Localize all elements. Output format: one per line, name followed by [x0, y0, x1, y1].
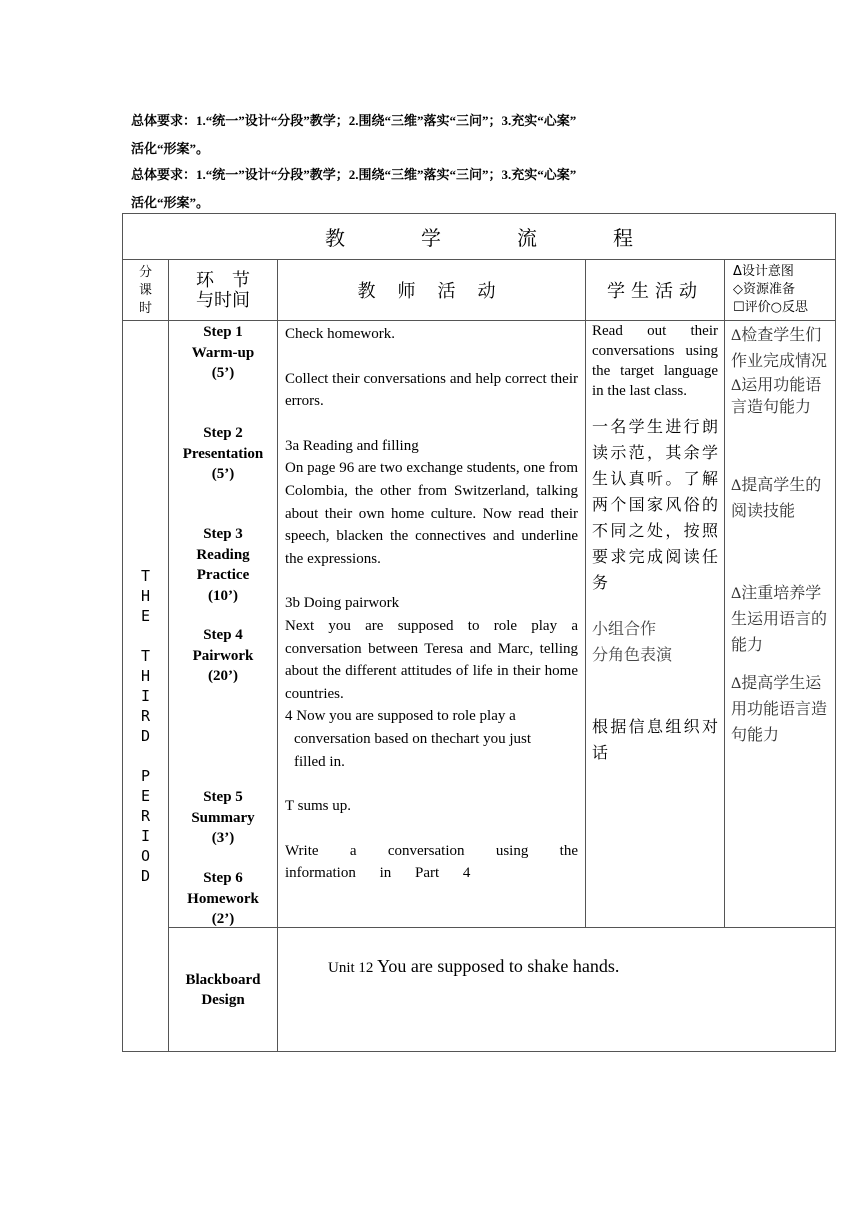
title-char: 流	[517, 228, 537, 250]
period-char: D	[140, 867, 151, 885]
student-text: 小组合作	[592, 621, 657, 638]
design-text: Δ注重培养学生运用语言的能力	[731, 585, 828, 654]
header-period-line: 分	[138, 264, 152, 279]
period-label	[123, 321, 169, 1052]
step-1	[169, 322, 277, 384]
blackboard-label-line: Blackboard	[185, 971, 261, 988]
period-char: P	[140, 767, 151, 785]
step-2	[169, 423, 277, 485]
requirements-line: 活化“形案”。	[131, 195, 210, 210]
teacher-text: On page 96 are two exchange students, one from Colombia, the other from Switzerland, talking about their own home culture. Now read their speech, blacken the connectives and underline the expressions.	[285, 460, 578, 567]
step-time: (5’)	[211, 466, 235, 482]
step-name: Step 4	[203, 627, 243, 643]
period-char: T	[140, 567, 151, 585]
blackboard-unit: Unit 12	[328, 960, 378, 976]
student-text: 一名学生进行朗读示范，其余学生认真听。了解两个国家风俗的不同之处，按照要求完成阅读任务	[592, 419, 718, 592]
header-design-line: ☐评价○反思	[733, 300, 808, 315]
step-name: Step 3	[203, 526, 243, 542]
blackboard-design	[278, 928, 836, 1052]
teacher-text: 3b Doing pairwork	[285, 595, 400, 612]
teacher-activity-column	[278, 321, 586, 928]
header-period-line: 时	[138, 300, 152, 315]
blackboard-label-line: Design	[201, 991, 245, 1008]
step-5	[169, 787, 277, 849]
header-section-line: 与时间	[196, 290, 250, 310]
header-design-line: Δ设计意图	[733, 264, 794, 279]
period-char	[123, 746, 168, 766]
design-text: Δ运用功能语言造句能力	[731, 377, 822, 416]
period-char: E	[140, 607, 151, 625]
period-char: R	[140, 707, 151, 725]
step-time: (3’)	[211, 830, 235, 846]
student-text: Read out their conversations using the target language in the last class.	[592, 323, 718, 399]
requirements-block-1	[131, 107, 731, 163]
teacher-text: filled in.	[294, 753, 345, 770]
step-section: Summary	[191, 809, 255, 826]
period-char: H	[140, 667, 151, 685]
teacher-text: 3a Reading and filling	[285, 437, 419, 454]
step-section: Reading Practice	[196, 546, 250, 583]
teacher-text: Check homework.	[285, 326, 395, 342]
step-time: (20’)	[208, 668, 238, 684]
steps-column	[169, 321, 278, 928]
teacher-text: Next you are supposed to role play a conversation between Teresa and Marc, telling about the different attitudes of life in their home countries.	[285, 617, 578, 702]
step-4	[169, 625, 277, 687]
design-text: Δ提高学生运用功能语言造句能力	[731, 675, 828, 744]
period-char: E	[140, 787, 151, 805]
period-char: H	[140, 587, 151, 605]
title-char: 学	[421, 228, 441, 250]
step-name: Step 6	[203, 870, 243, 886]
requirements-line: 总体要求：1.“统一”设计“分段”教学；2.围绕“三维”落实“三问”；3.充实“心案”	[131, 113, 577, 128]
period-char: R	[140, 807, 151, 825]
student-text: 根据信息组织对话	[592, 719, 718, 762]
step-name: Step 2	[203, 425, 243, 441]
blackboard-label	[169, 928, 278, 1052]
header-period	[123, 260, 169, 321]
requirements-block-2	[131, 161, 731, 217]
student-activity-column	[586, 321, 725, 928]
teacher-text: conversation based on thechart you just	[294, 730, 532, 747]
teacher-text: Write a conversation using the information in Part 4	[285, 842, 578, 882]
step-time: (10’)	[208, 587, 238, 604]
teacher-text: Collect their conversations and help correct their errors.	[285, 370, 578, 410]
design-text: Δ提高学生的阅读技能	[731, 477, 822, 520]
header-student-activity: 学生活动	[586, 260, 725, 321]
table-title	[123, 214, 836, 260]
requirements-line: 活化“形案”。	[131, 141, 210, 156]
title-char: 程	[613, 228, 633, 250]
period-char: D	[140, 727, 151, 745]
header-period-line: 课	[138, 282, 152, 297]
design-column	[725, 321, 836, 928]
header-section-line: 环 节	[196, 270, 250, 290]
teacher-text: T sums up.	[285, 798, 351, 815]
step-time: (5’)	[211, 365, 235, 381]
step-section: Warm-up	[191, 344, 255, 361]
period-char: I	[140, 687, 151, 705]
header-design-line: ◇资源准备	[733, 282, 795, 297]
period-char: T	[140, 647, 151, 665]
requirements-line: 总体要求：1.“统一”设计“分段”教学；2.围绕“三维”落实“三问”；3.充实“心案”	[131, 167, 577, 182]
header-section-time	[169, 260, 278, 321]
step-section: Pairwork	[192, 647, 254, 664]
student-text: 分角色表演	[592, 647, 673, 664]
step-3	[169, 524, 277, 606]
teacher-text: 4 Now you are supposed to role play a	[285, 708, 516, 725]
step-6	[169, 868, 277, 930]
design-text: Δ检查学生们作业完成情况	[731, 327, 828, 370]
title-char: 教	[325, 228, 345, 250]
period-char: O	[140, 847, 151, 865]
lesson-flow-table	[122, 213, 836, 1052]
header-design	[725, 260, 836, 321]
blackboard-title: You are supposed to shake hands.	[377, 956, 620, 976]
step-name: Step 1	[203, 324, 243, 340]
period-char	[123, 626, 168, 646]
step-section: Presentation	[182, 445, 264, 462]
header-teacher-activity: 教师活动	[278, 260, 586, 321]
step-name: Step 5	[203, 789, 243, 805]
step-time: (2’)	[211, 911, 235, 927]
step-section: Homework	[187, 890, 259, 907]
period-char: I	[140, 827, 151, 845]
